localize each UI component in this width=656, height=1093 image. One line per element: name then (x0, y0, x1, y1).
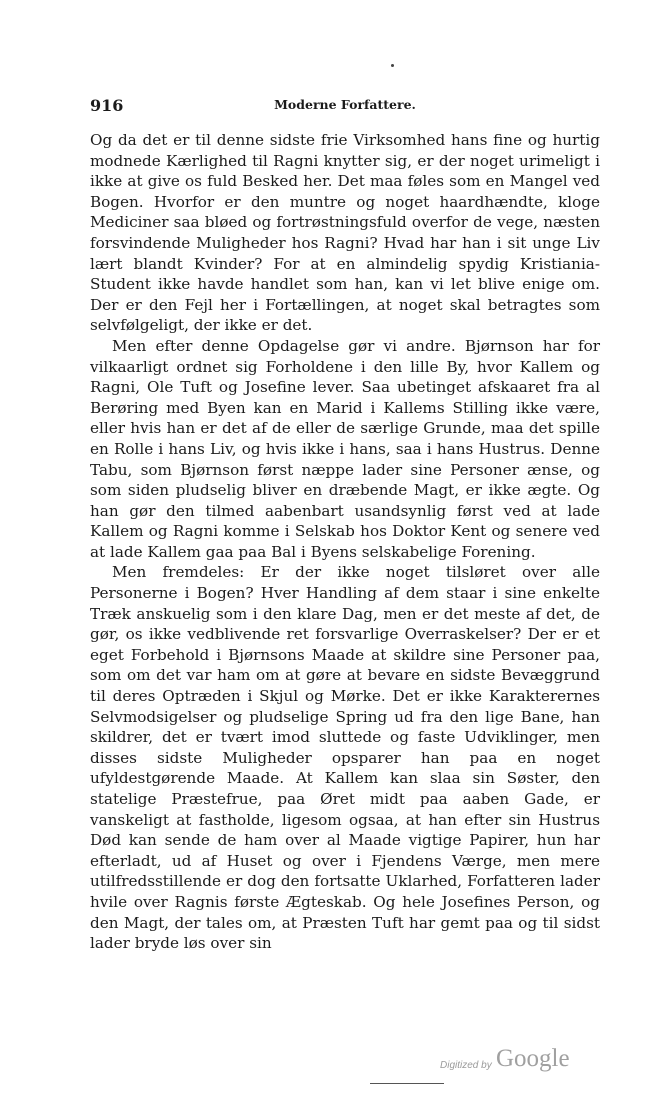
running-title: Moderne Forfattere. (274, 97, 416, 112)
page-number: 916 (90, 96, 124, 115)
paragraph-2: Men efter denne Opdagelse gør vi andre. Bjørnson har for vilkaarligt ordnet sig Forholdene i den lille By, hvor Kallem og Ragni, Ole Tuft og Josefine lever. Saa ubetinget afskaaret fra al Berøring med Byen kan en Marid i Kallems Stilling ikke være, eller hvis han er det af de eller de særlige Grunde, maa det spille en Rolle i hans Liv, og hvis ikke i hans, saa i hans Hustrus. Denne Tabu, som Bjørnson først næppe lader sine Personer ænse, og som siden pludselig bliver en dræbende Magt, er ikke ægte. Og han gør den tilmed aabenbart usandsynlig først ved at lade Kallem og Ragni komme i Selskab hos Doktor Kent og senere ved at lade Kallem gaa paa Bal i Byens selskabelige Forening. (90, 336, 600, 561)
speck-mark (391, 64, 394, 67)
digitized-watermark (440, 1045, 600, 1085)
footer-rule (370, 1083, 444, 1084)
page-header (90, 96, 600, 122)
paragraph-1: Og da det er til denne sidste frie Virksomhed hans fine og hurtig modnede Kærlighed til Ragni knytter sig, er der noget urimeligt i ikke at give os fuld Besked her. Det maa føles som en Mangel ved Bogen. Hvorfor er den muntre og noget haardhændte, kloge Mediciner saa bløed og fortrøstningsfuld overfor de vege, næsten forsvindende Muligheder hos Ragni? Hvad har han i sit unge Liv lært blandt Kvinder? For at en almindelig spydig Kristiania-Student ikke havde handlet som han, kan vi let blive enige om. Der er den Fejl her i Fortællingen, at noget skal betragtes som selvfølgeligt, der ikke er det. (90, 131, 600, 335)
paragraph-3: Men fremdeles: Er der ikke noget tilsløret over alle Personerne i Bogen? Hver Handling af dem staar i sine enkelte Træk anskuelig som i den klare Dag, men er det meste af det, de gør, os ikke vedblivende ret forsvarlige Overraskelser? Der er et eget Forbehold i Bjørnsons Maade at skildre sine Personer paa, som om det var ham om at gøre at bevare en sidste Bevæggrund til deres Optræden i Skjul og Mørke. Det er ikke Karakterernes Selvmodsigelser og pludselige Spring ud fra den lige Bane, han skildrer, det er tvært imod sluttede og faste Udviklinger, men disses sidste Muligheder opsparer han paa en noget ufyldestgørende Maade. At Kallem kan slaa sin Søster, den statelige Præstefrue, paa Øret midt paa aaben Gade, er vanskeligt at fastholde, ligesom ogsaa, at han efter sin Hustrus Død kan sende de ham over al Maade vigtige Papirer, hun har efterladt, ud af Huset og over i Fjendens Værge, men mere utilfredsstillende er dog den fortsatte Uklarhed, Forfatteren lader hvile over Ragnis første Ægteskab. Og hele Josefines Person, og den Magt, der tales om, at Præsten Tuft har gemt paa og til sidst lader bryde løs over sin (90, 563, 600, 953)
body-text (90, 130, 600, 954)
google-logo: Google (496, 1045, 570, 1072)
digitized-label: Digitized by (440, 1060, 492, 1071)
